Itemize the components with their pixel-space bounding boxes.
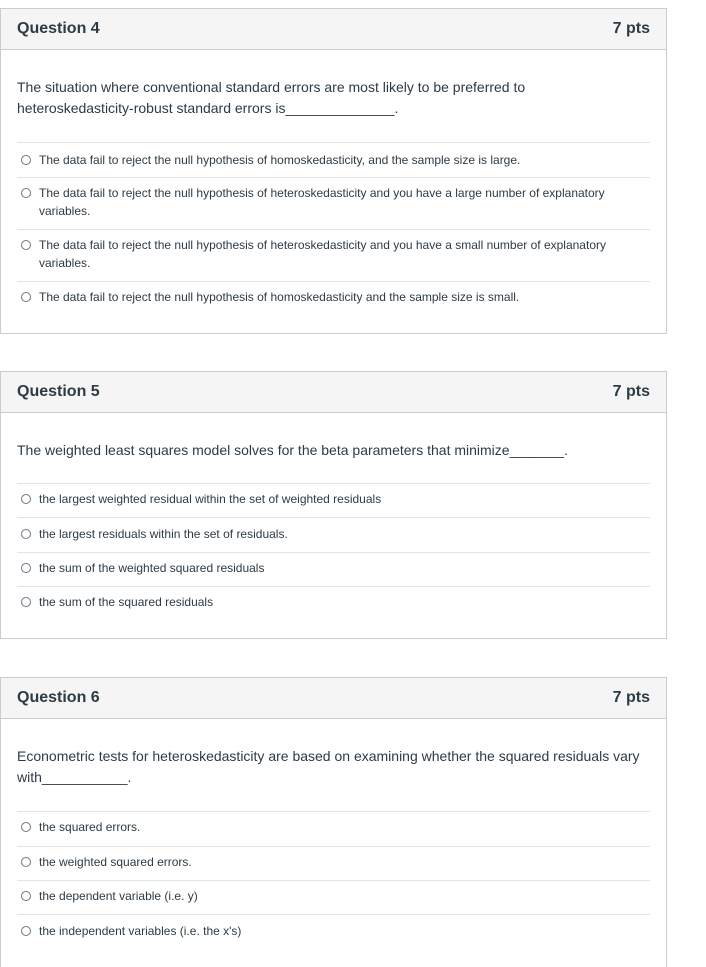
radio-button[interactable] xyxy=(21,155,31,165)
answer-option-4[interactable] xyxy=(17,914,650,949)
radio-button[interactable] xyxy=(21,891,31,901)
answer-label: The data fail to reject the null hypothesis of homoskedasticity and the sample size is small. xyxy=(39,290,520,304)
radio-button[interactable] xyxy=(21,240,31,250)
question-text: The weighted least squares model solves for the beta parameters that minimize_______. xyxy=(17,442,568,458)
question-text: Econometric tests for heteroskedasticity are based on examining whether the squared residuals vary with___________. xyxy=(17,748,640,785)
answer-label: the dependent variable (i.e. y) xyxy=(39,889,198,903)
answer-list xyxy=(17,142,650,316)
answer-list xyxy=(17,811,650,949)
question-4-card xyxy=(0,8,667,334)
question-points: 7 pts xyxy=(612,689,650,706)
answer-label: The data fail to reject the null hypothesis of heteroskedasticity and you have a small number of explanatory variables. xyxy=(39,238,606,270)
question-text: The situation where conventional standard errors are most likely to be preferred to heteroskedasticity-robust standard errors is______________. xyxy=(17,79,526,116)
question-points: 7 pts xyxy=(612,20,650,37)
question-5-card xyxy=(0,371,667,639)
radio-button[interactable] xyxy=(21,188,31,198)
answer-option-2[interactable] xyxy=(17,846,650,880)
answer-option-2[interactable] xyxy=(17,177,650,229)
question-title: Question 6 xyxy=(17,689,100,706)
question-header xyxy=(1,678,666,719)
answer-option-3[interactable] xyxy=(17,552,650,586)
answer-option-3[interactable] xyxy=(17,229,650,281)
radio-button[interactable] xyxy=(21,529,31,539)
answer-option-4[interactable] xyxy=(17,586,650,620)
answer-option-4[interactable] xyxy=(17,281,650,316)
radio-button[interactable] xyxy=(21,494,31,504)
radio-button[interactable] xyxy=(21,822,31,832)
answer-label: the independent variables (i.e. the x's) xyxy=(39,924,242,938)
answer-label: the largest residuals within the set of residuals. xyxy=(39,527,288,541)
radio-button[interactable] xyxy=(21,857,31,867)
question-title: Question 5 xyxy=(17,383,100,400)
answer-option-2[interactable] xyxy=(17,517,650,552)
answer-option-1[interactable] xyxy=(17,811,650,846)
answer-label: the squared errors. xyxy=(39,820,141,834)
answer-option-1[interactable] xyxy=(17,142,650,177)
question-header xyxy=(1,9,666,50)
radio-button[interactable] xyxy=(21,563,31,573)
radio-button[interactable] xyxy=(21,292,31,302)
answer-option-1[interactable] xyxy=(17,483,650,517)
answer-list xyxy=(17,483,650,620)
answer-label: the sum of the weighted squared residuals xyxy=(39,561,265,575)
radio-button[interactable] xyxy=(21,926,31,936)
answer-label: the largest weighted residual within the set of weighted residuals xyxy=(39,492,382,506)
question-points: 7 pts xyxy=(612,383,650,400)
answer-option-3[interactable] xyxy=(17,880,650,914)
answer-label: The data fail to reject the null hypothesis of homoskedasticity, and the sample size is large. xyxy=(39,153,521,167)
question-6-card xyxy=(0,677,667,967)
answer-label: the sum of the squared residuals xyxy=(39,595,214,609)
answer-label: the weighted squared errors. xyxy=(39,855,192,869)
question-header xyxy=(1,372,666,413)
answer-label: The data fail to reject the null hypothesis of heteroskedasticity and you have a large number of explanatory variables. xyxy=(39,186,605,218)
question-title: Question 4 xyxy=(17,20,100,37)
radio-button[interactable] xyxy=(21,597,31,607)
